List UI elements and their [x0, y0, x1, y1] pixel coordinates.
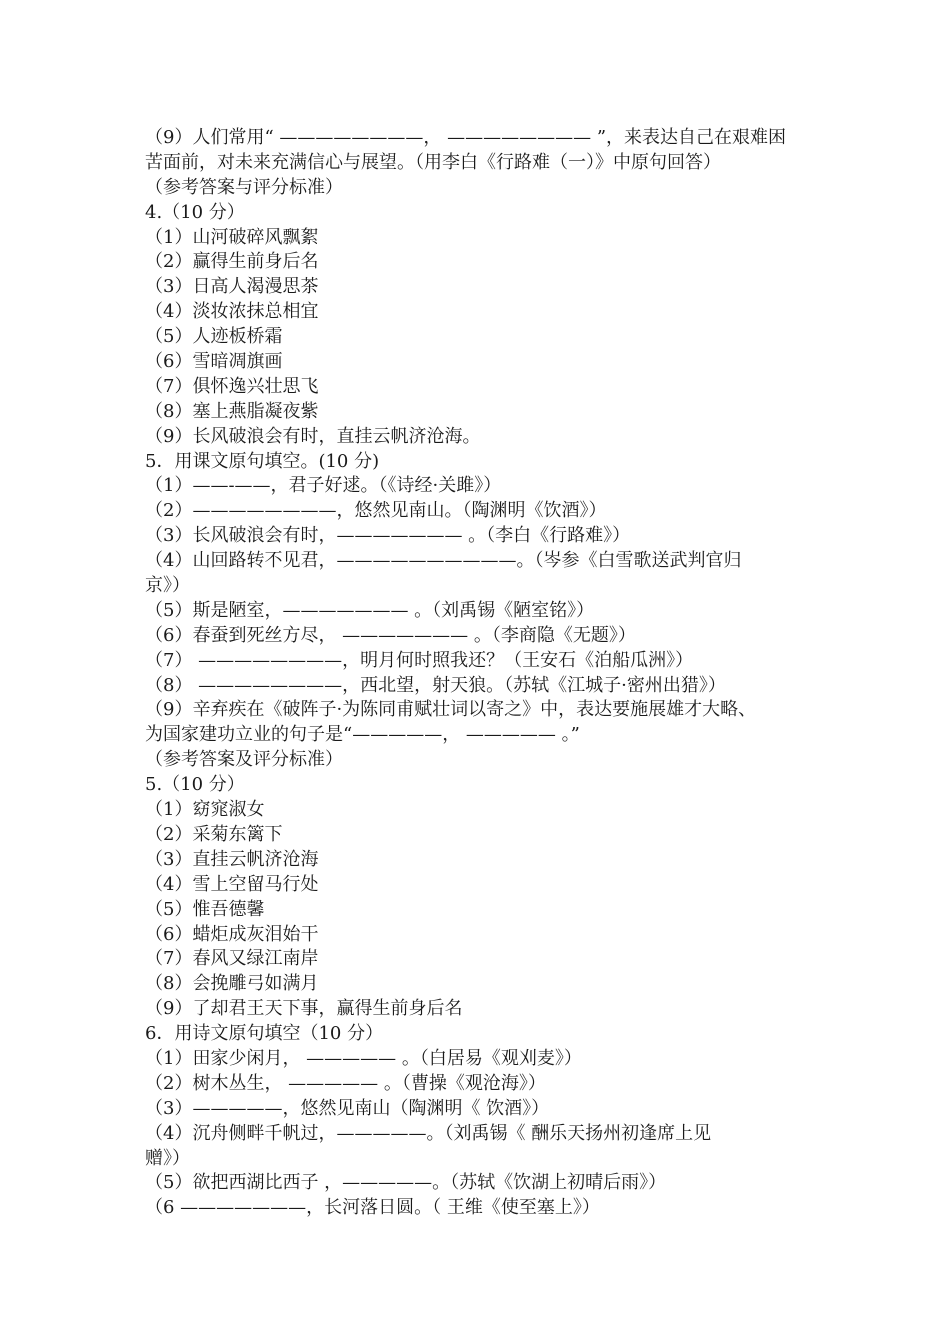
text-line: （3）长风破浪会有时，——————— 。（李白《行路难》）	[145, 525, 631, 547]
text-line: 5.（10 分）	[145, 774, 245, 796]
text-line: （2）树木丛生， ————— 。（曹操《观沧海》）	[145, 1072, 546, 1094]
text-line: （4）山回路转不见君，——————————。（岑参《白雪歌送武判官归	[145, 550, 742, 572]
text-line: （7）俱怀逸兴壮思飞	[145, 375, 319, 397]
text-line: （参考答案与评分标准）	[145, 176, 343, 198]
text-line: 赠》）	[145, 1147, 190, 1169]
text-line: （4）沉舟侧畔千帆过，—————。（刘禹锡《 酬乐天扬州初逢席上见	[145, 1122, 712, 1144]
text-line: 京》）	[145, 575, 190, 597]
text-line: （5）斯是陋室，——————— 。（刘禹锡《陋室铭》）	[145, 599, 595, 621]
text-line: （6 ———————，长河落日圆。（ 王维《使至塞上》）	[145, 1197, 600, 1219]
text-line: （参考答案及评分标准）	[145, 749, 343, 771]
text-line: （3）直挂云帆济沧海	[145, 848, 319, 870]
text-line: （9）人们常用“ ————————， ———————— ”，来表达自己在艰难困	[145, 127, 787, 148]
text-line: （2）赢得生前身后名	[145, 251, 319, 273]
text-line: （7）春风又绿江南岸	[145, 948, 319, 970]
text-line: （1）——-——，君子好逑。（《诗经·关雎》）	[145, 475, 502, 497]
text-line: （5）惟吾德馨	[145, 898, 265, 920]
text-line: （2）————————，悠然见南山。（陶渊明《饮酒》）	[145, 500, 607, 522]
text-line: （1）窈窕淑女	[145, 799, 265, 821]
text-line: （1）山河破碎风飘絮	[145, 226, 319, 248]
text-line: （5）欲把西湖比西子 ，—————。（苏轼《饮湖上初晴后雨》）	[145, 1172, 667, 1194]
text-line: （4）雪上空留马行处	[145, 873, 319, 895]
text-line: （6）雪暗凋旗画	[145, 351, 283, 373]
document-body	[145, 126, 825, 1221]
text-line: （2）采菊东篱下	[145, 823, 283, 845]
text-line: （6）春蚕到死丝方尽， ——————— 。（李商隐《无题》）	[145, 624, 636, 646]
text-line: （9）长风破浪会有时，直挂云帆济沧海。	[145, 425, 481, 447]
text-line: 为国家建功立业的句子是“—————， ————— 。”	[145, 724, 580, 746]
text-line: （4）淡妆浓抹总相宜	[145, 301, 319, 323]
text-line: 苦面前，对未来充满信心与展望。（用李白《行路难（一）》中原句回答）	[145, 151, 721, 173]
text-line: （1）田家少闲月， ————— 。（白居易《观刈麦》）	[145, 1047, 582, 1069]
text-line: （9）了却君王天下事，赢得生前身后名	[145, 998, 463, 1020]
text-line: （8）会挽雕弓如满月	[145, 973, 319, 995]
text-line: （8） ————————，西北望，射天狼。（苏轼《江城子·密州出猎》）	[145, 674, 726, 696]
text-line: （5）人迹板桥霜	[145, 326, 283, 348]
text-line: （9）辛弃疾在《破阵子·为陈同甫赋壮词以寄之》中，表达要施展雄才大略、	[145, 699, 757, 721]
text-line: （8）塞上燕脂凝夜紫	[145, 400, 319, 422]
text-line: （7） ————————，明月何时照我还？（王安石《泊船瓜洲》）	[145, 649, 694, 671]
text-line: （6）蜡炬成灰泪始干	[145, 923, 319, 945]
text-line: 4.（10 分）	[145, 201, 245, 223]
text-line: （3）—————，悠然见南山（陶渊明《 饮酒》）	[145, 1097, 550, 1119]
text-line: 6．用诗文原句填空（10 分）	[145, 1023, 384, 1045]
text-line: （3）日高人渴漫思茶	[145, 276, 319, 298]
text-line: 5．用课文原句填空。(10 分)	[145, 450, 380, 472]
